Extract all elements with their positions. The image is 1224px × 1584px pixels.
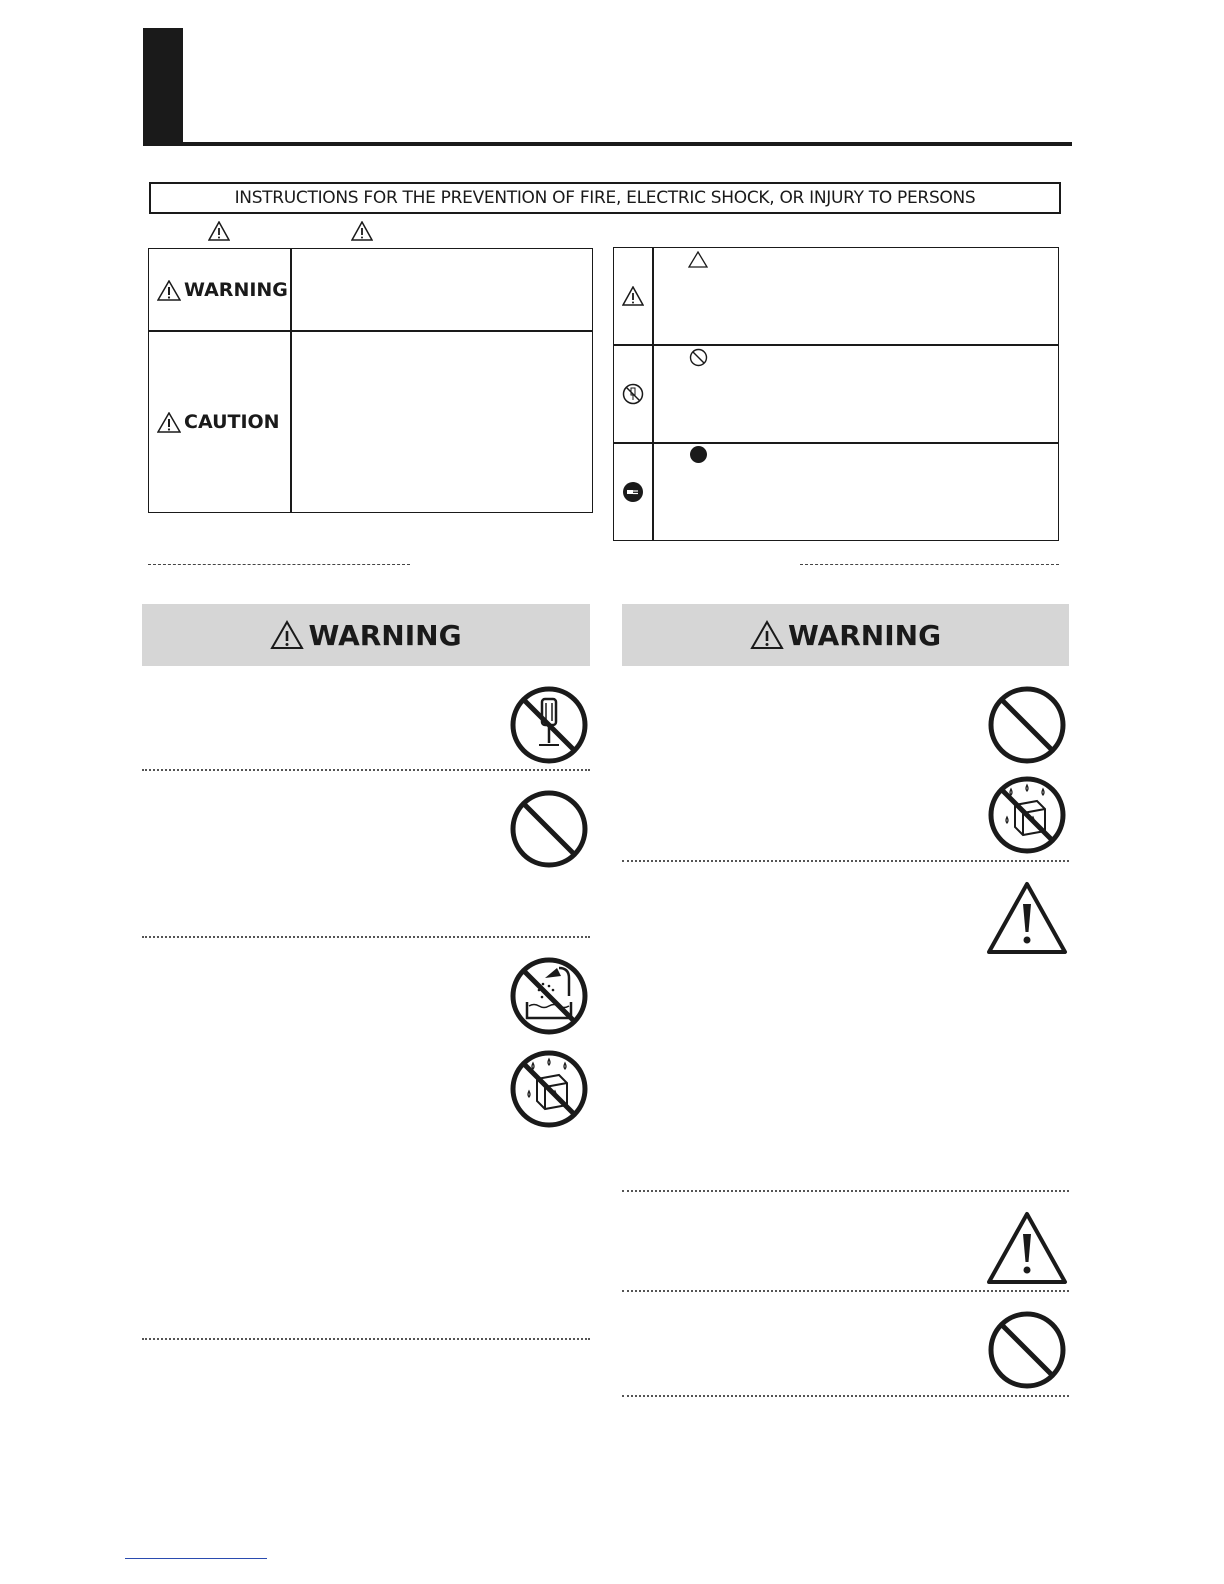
warning-banner-label: WARNING <box>308 618 462 652</box>
warning-triangle-icon <box>270 620 304 650</box>
link-underline[interactable] <box>125 1558 267 1559</box>
dotted-divider <box>622 1395 1069 1397</box>
warning-triangle-icon <box>208 221 230 241</box>
do-not-disassemble-icon <box>509 685 589 765</box>
caution-legend-label <box>157 411 280 433</box>
warning-legend-label <box>157 279 288 301</box>
warning-banner-label: WARNING <box>787 618 942 652</box>
caution-triangle-icon <box>351 221 373 241</box>
prohibited-icon <box>987 685 1067 765</box>
dashed-divider <box>800 564 1059 565</box>
prohibition-icon <box>689 348 708 367</box>
caution-triangle-icon <box>157 412 181 433</box>
symbol-row-divider <box>613 442 1059 444</box>
no-wet-icon <box>509 1049 589 1129</box>
triangle-symbol-icon <box>622 286 644 306</box>
prohibited-icon <box>509 789 589 869</box>
symbol-table-divider <box>652 247 654 541</box>
triangle-icon <box>688 251 708 268</box>
symbol-table <box>613 247 1059 541</box>
exclamation-triangle-icon <box>985 1210 1069 1286</box>
no-water-icon <box>509 956 589 1036</box>
caution-label-text: CAUTION <box>184 411 280 433</box>
warning-banner-right <box>622 604 1069 666</box>
dotted-divider <box>142 1338 590 1340</box>
dashed-divider <box>148 564 410 565</box>
dotted-divider <box>142 936 590 938</box>
warning-label-text: WARNING <box>184 279 288 301</box>
warning-triangle-icon <box>750 620 784 650</box>
prohibited-icon <box>987 1310 1067 1390</box>
legend-row-divider <box>148 330 593 332</box>
section-marker <box>143 28 183 144</box>
dotted-divider <box>622 1290 1069 1292</box>
warning-banner-left <box>142 604 590 666</box>
exclamation-triangle-icon <box>985 880 1069 956</box>
section-title-rule <box>143 142 1072 146</box>
legend-divider <box>290 248 292 513</box>
dotted-divider <box>142 769 590 771</box>
warning-triangle-icon <box>157 280 181 301</box>
instructions-title: INSTRUCTIONS FOR THE PREVENTION OF FIRE, ELECTRIC SHOCK, OR INJURY TO PERSONS <box>149 182 1061 214</box>
no-wet-icon <box>987 775 1067 855</box>
no-disassemble-small-icon <box>622 383 644 405</box>
dotted-divider <box>622 860 1069 862</box>
unplug-icon <box>622 481 644 503</box>
dotted-divider <box>622 1190 1069 1192</box>
filled-circle-icon <box>689 445 708 464</box>
symbol-row-divider <box>613 344 1059 346</box>
